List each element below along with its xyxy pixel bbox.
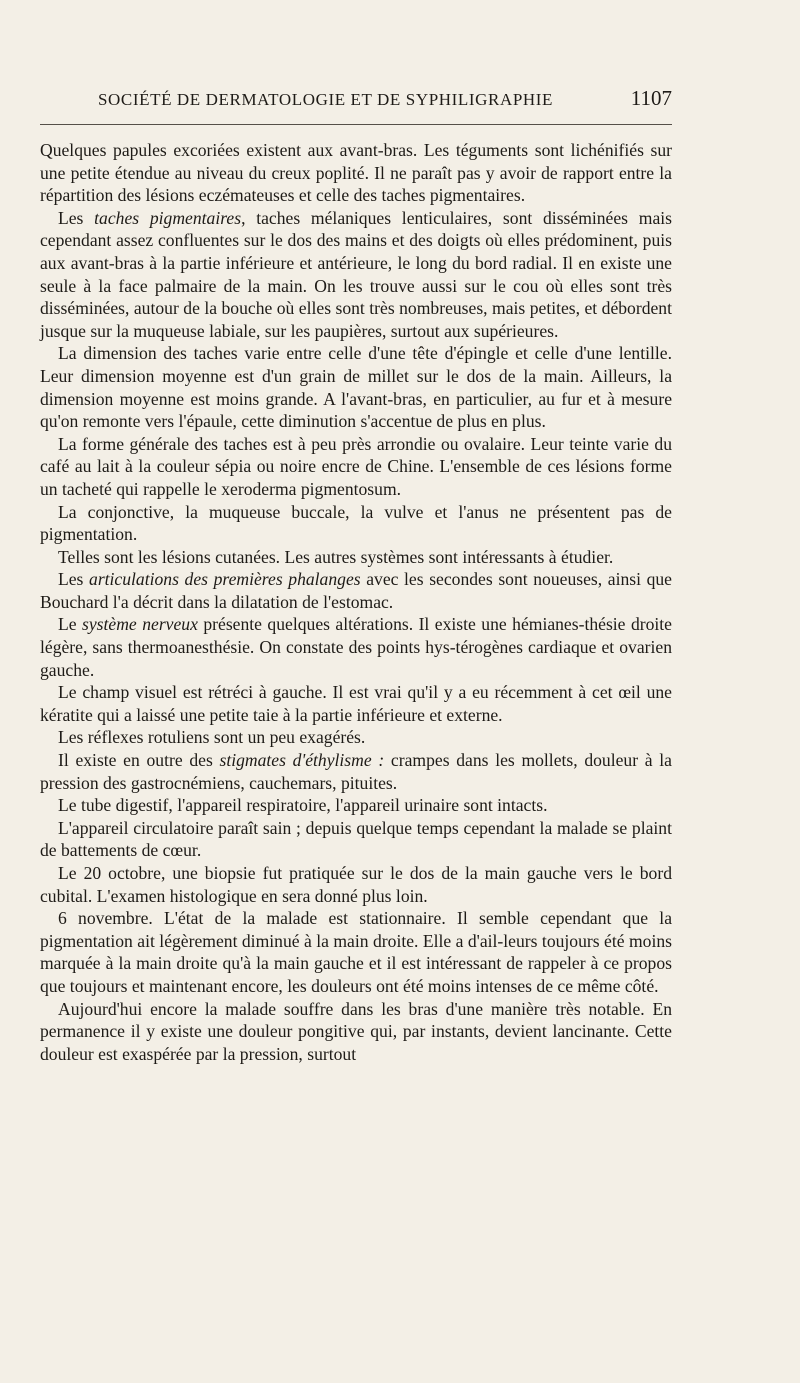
paragraph-9: Le champ visuel est rétréci à gauche. Il est vrai qu'il y a eu récemment à cet œil une kératite qui a laissé une petite taie à la partie inférieure et externe. [40,682,672,725]
paragraph-4: La forme générale des taches est à peu près arrondie ou ovalaire. Leur teinte varie du café au lait à la couleur sépia ou noire encre de Chine. L'ensemble de ces lésions forme un tacheté qui rappelle le xeroderma pigmentosum. [40,433,672,499]
italic-term: taches pigmentaires [94,207,242,228]
body-text [40,139,672,1065]
paragraph-11: Il existe en outre des stigmates d'éthylisme : crampes dans les mollets, douleur à la pression des gastrocnémiens, cauchemars, pituites. [40,750,672,793]
italic-term: articulations des premières phalanges [89,569,361,590]
paragraph-13: L'appareil circulatoire paraît sain ; depuis quelque temps cependant la malade se plaint de battements de cœur. [40,817,672,861]
running-title: SOCIÉTÉ DE DERMATOLOGIE ET DE SYPHILIGRAPHIE [98,90,554,109]
paragraph-5: La conjonctive, la muqueuse buccale, la vulve et l'anus ne présentent pas de pigmentation. [40,501,672,545]
paragraph-16: Aujourd'hui encore la malade souffre dans les bras d'une manière très notable. En permanence il y existe une douleur pongitive qui, par instants, devient lancinante. Cette douleur est exaspérée par la pression, surtout [40,998,672,1064]
paragraph-3: La dimension des taches varie entre celle d'une tête d'épingle et celle d'une lentille. Leur dimension moyenne est d'un grain de millet sur le dos de la main. Ailleurs, la dimension moyenne est moins grande. A l'avant-bras, en particulier, au fur et à mesure qu'on remonte vers l'épaule, cette diminution s'accentue de plus en plus. [40,343,672,432]
italic-term: système nerveux [82,614,198,635]
paragraph-6: Telles sont les lésions cutanées. Les autres systèmes sont intéressants à étudier. [58,546,614,567]
paragraph-2: Les taches pigmentaires, taches mélaniques lenticulaires, sont disséminées mais cependant assez confluentes sur le dos des mains et des doigts où elles prédominent, puis aux avant-bras à la partie inférieure et antérieure, le long du bord radial. Il en existe une seule à la face palmaire de la main. On les trouve aussi sur le cou où elles sont très disséminées, autour de la bouche où elles sont très nombreuses, mais petites, et débordent jusque sur la muqueuse labiale, sur les paupières, surtout aux supérieures. [40,207,673,341]
paragraph-15: 6 novembre. L'état de la malade est stationnaire. Il semble cependant que la pigmentation ait légèrement diminué à la main droite. Elle a d'ail-leurs toujours été moins marquée à la main droite qu'à la main gauche et il est intéressant de rappeler à ce propos que toujours et maintenant encore, les douleurs ont été moins intenses de ce même côté. [40,908,672,996]
italic-term: stigmates d'éthylisme : [219,750,385,771]
header-rule [40,124,672,125]
running-head [40,86,672,110]
page-number: 1107 [630,86,672,110]
paragraph-7: Les articulations des premières phalanges avec les secondes sont noueuses, ainsi que Bouchard l'a décrit dans la dilatation de l'estomac. [40,569,672,612]
paragraph-14: Le 20 octobre, une biopsie fut pratiquée sur le dos de la main gauche vers le bord cubital. L'examen histologique en sera donné plus loin. [40,863,672,906]
book-page [40,86,672,1065]
paragraph-10: Les réflexes rotuliens sont un peu exagérés. [58,727,366,748]
paragraph-1: Quelques papules excoriées existent aux avant-bras. Les téguments sont lichénifiés sur une petite étendue au niveau du creux poplité. Il ne paraît pas y avoir de rapport entre la répartition des lésions eczémateuses et celle des taches pigmentaires. [40,140,672,206]
paragraph-12: Le tube digestif, l'appareil respiratoire, l'appareil urinaire sont intacts. [58,795,548,816]
paragraph-8: Le système nerveux présente quelques altérations. Il existe une hémianes-thésie droite légère, sans thermoanesthésie. On constate des points hys-térogènes cardiaque et ovarien gauche. [40,614,672,680]
